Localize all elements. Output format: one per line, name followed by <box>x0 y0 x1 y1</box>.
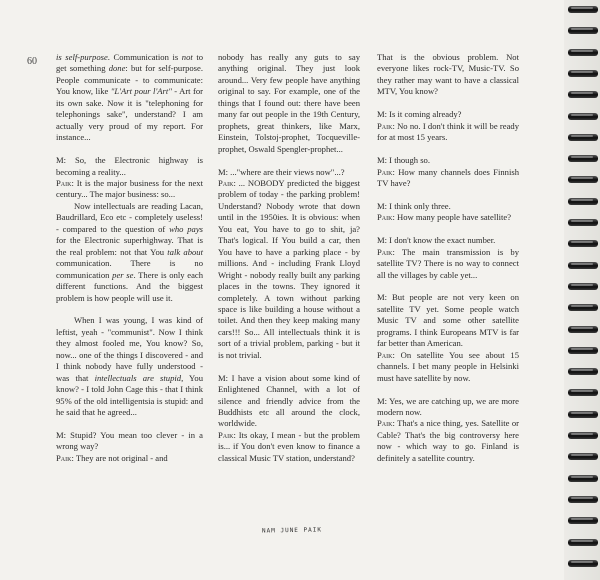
paragraph: Paik: That's a nice thing, yes. Satellite or Cable? That's the big controversy here now - which way to go. Finland is definitely a satellite country. <box>377 418 519 463</box>
paragraph: Paik: The main transmission is by satellite TV? There is no way to connect all the villages by cable yet... <box>377 246 519 280</box>
paragraph: M: Stupid? You mean too clever - in a wrong way? <box>56 429 203 452</box>
binding-ring <box>568 347 598 354</box>
binding-ring <box>568 49 598 56</box>
paragraph: M: ..."where are their views now"...? <box>218 166 345 177</box>
binding-ring <box>568 240 598 247</box>
paragraph: Paik: How many channels does Finnish TV have? <box>377 166 519 188</box>
binding-ring <box>568 155 598 162</box>
text-column-1 <box>56 52 203 464</box>
handwritten-signature: NAM JUNE PAIK <box>261 526 323 535</box>
text-column-3 <box>377 52 519 464</box>
paragraph: Paik: They are not original - and <box>56 452 168 463</box>
binding-ring <box>568 6 598 13</box>
paragraph: M: So, the Electronic highway is becoming a reality... <box>56 155 203 177</box>
binding-ring <box>568 539 598 546</box>
binding-ring <box>568 496 598 503</box>
paragraph: Paik: No no. I don't think it will be ready for at most 15 years. <box>377 120 519 143</box>
binding-ring <box>568 411 598 418</box>
binding-ring <box>568 475 598 482</box>
binding-ring <box>568 262 598 269</box>
binding-ring <box>568 453 598 460</box>
paragraph: M: But people are not very keen on satellite TV yet. Some people watch Music TV and some other satellite programs. I think Europeans MTV is far far better than American. <box>377 292 519 349</box>
paragraph: Paik: ... NOBODY predicted the biggest problem of today - the parking problem! Understand? Nobody wrote that down until in the 1950ies. It is obvious: when You eat, You have to go to shit, ja? That's logical. If You build a car, then You have to have a parking place - by millions. And - including Frank Lloyd Wright - nobody really built any parking places in the towns. They ignored it completely. A town without parking space is like building a house without a toilet. And then they keep making many cars!!! So... All intellectuals think it is sort of a trivial problem, parking - but it is not trivial. <box>218 177 360 360</box>
binding-ring <box>568 134 598 141</box>
paragraph: M: I think only three. <box>377 200 451 211</box>
paragraph: M: I don't know the exact number. <box>377 235 496 246</box>
binding-ring <box>568 304 598 311</box>
binding-ring <box>568 219 598 226</box>
binding-ring <box>568 198 598 205</box>
paragraph: Now intellectuals are reading Lacan, Baudrillard, Eco etc - completely useless! - compared to the question of who pays for the Electronic superhighway. That is the real problem: not that You talk about communication. There is no communication per se. There is only each different functions. And the biggest problem is how people will use it. <box>56 200 204 303</box>
binding-ring <box>568 70 598 77</box>
page-number: 60 <box>27 56 37 67</box>
binding-ring <box>568 113 598 120</box>
binding-ring <box>568 368 598 375</box>
binding-ring <box>568 27 598 34</box>
paragraph: is self-purpose. Communication is not to get something done: but for self-purpose. People communicate - to communicate: You know, like "L'Art pour l'Art" - Art for its own sake. Now it is "telephoning for telephonings sake", understand? I am actually very proud of my report. For instance... <box>56 52 204 143</box>
paragraph: Paik: How many people have satellite? <box>377 212 512 223</box>
binding-ring <box>568 432 598 439</box>
paragraph: M: I have a vision about some kind of Enlightened Channel, with a lot of silence and friendly advice from the Buddhists etc all around the clock, worldwide. <box>218 372 360 429</box>
paragraph: Paik: Its okay, I mean - but the problem is... if You don't even know to finance a classical Music TV station, understand? <box>218 429 360 463</box>
paragraph: M: I though so. <box>377 155 430 166</box>
paragraph: nobody has really any guts to say anything original. They just look around... Very few people have anything original to say. For example, one of the things that I found out: there have been many far out people in the 19th Century, prophets, great thinkers, like Marx, Einstein, Tolstoj-prophet, Tocqueville-prophet, Oswald Spengler-prophet... <box>218 52 360 154</box>
paragraph: Paik: On satellite You see about 15 channels. I bet many people in Helsinki must have satellite by now. <box>377 349 519 383</box>
text-column-2 <box>218 52 360 464</box>
binding-ring <box>568 283 598 290</box>
paragraph: Paik: It is the major business for the next century... The major business: so... <box>56 177 203 200</box>
binding-ring <box>568 91 598 98</box>
spiral-binding <box>564 0 600 580</box>
paragraph: That is the obvious problem. Not everyone likes rock-TV, Music-TV. So they rather may want to have a classical MTV, You know? <box>377 52 519 97</box>
binding-ring <box>568 517 598 524</box>
paragraph: When I was young, I was kind of leftist, yeah - "communist". Now I think they almost fooled me, You know? So, now... one of the things I discovered - and I think nobody have fully understood - was that intellectuals are stupid, You know? - I told John Cage this - that I think 95% of the old intelligentsia is stupid: and he said that he agreed... <box>56 315 203 418</box>
binding-ring <box>568 176 598 183</box>
binding-ring <box>568 326 598 333</box>
paragraph: M: Yes, we are catching up, we are more modern now. <box>377 395 519 417</box>
binding-ring <box>568 560 598 567</box>
paragraph: M: Is it coming already? <box>377 109 462 120</box>
binding-ring <box>568 389 598 396</box>
